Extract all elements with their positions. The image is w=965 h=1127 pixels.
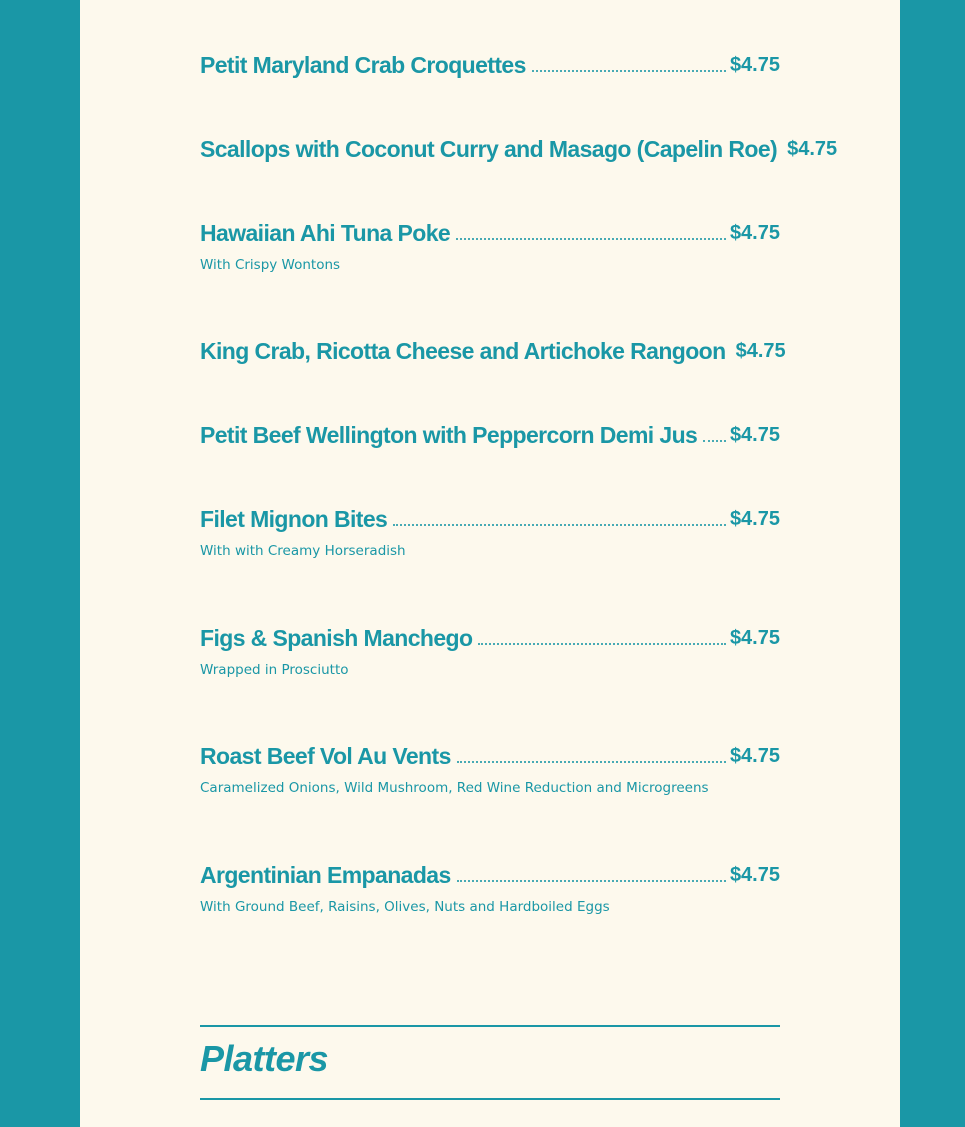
menu-item-price: $4.75 [729,54,780,76]
menu-item-row [200,214,780,248]
menu-item-name: Scallops with Coconut Curry and Masago (Capelin Roe) [200,136,778,162]
dot-leader [457,880,726,882]
dot-leader [703,440,726,442]
dot-leader [532,70,726,72]
menu-item-row [200,130,838,164]
menu-item-price: $4.75 [729,424,780,446]
menu-item-name: Filet Mignon Bites [200,506,388,532]
menu-item-row [200,856,780,890]
section-divider-top [200,1025,780,1027]
menu-item [200,619,780,678]
menu-item-description: With Ground Beef, Raisins, Olives, Nuts and Hardboiled Eggs [200,899,610,915]
menu-item-price: $4.75 [729,222,780,244]
dot-leader [478,643,725,645]
menu-item-description: Caramelized Onions, Wild Mushroom, Red Wine Reduction and Microgreens [200,780,709,796]
menu-item-name: Hawaiian Ahi Tuna Poke [200,220,451,246]
menu-page [80,0,900,1127]
menu-item [200,46,780,80]
menu-item-name: Argentinian Empanadas [200,862,451,888]
menu-item [200,856,780,915]
dot-leader [393,524,726,526]
menu-item-price: $4.75 [729,508,780,530]
dot-leader [456,238,726,240]
menu-item-row [200,332,786,366]
menu-item-row [200,46,780,80]
menu-item-price: $4.75 [729,745,780,767]
menu-item-row [200,737,780,771]
menu-item-row [200,500,780,534]
dot-leader [457,761,726,763]
menu-item [200,500,780,559]
menu-item [200,130,838,164]
menu-item [200,214,780,273]
menu-item [200,332,786,366]
menu-item-description: With Crispy Wontons [200,257,341,273]
section-title: Platters [200,1038,329,1079]
menu-item-description: Wrapped in Prosciutto [200,662,349,678]
menu-item-name: Figs & Spanish Manchego [200,625,473,651]
menu-item-name: Roast Beef Vol Au Vents [200,743,451,769]
menu-item-row [200,619,780,653]
menu-item-name: Petit Beef Wellington with Peppercorn Demi Jus [200,422,698,448]
menu-item-name: King Crab, Ricotta Cheese and Artichoke Rangoon [200,338,726,364]
section-divider-bottom [200,1098,780,1100]
menu-item [200,737,780,796]
menu-item [200,416,780,450]
menu-item-price: $4.75 [729,627,780,649]
menu-item-price: $4.75 [735,340,786,362]
menu-item-price: $4.75 [729,864,780,886]
menu-item-row [200,416,780,450]
menu-item-description: With with Creamy Horseradish [200,543,406,559]
menu-item-name: Petit Maryland Crab Croquettes [200,52,526,78]
menu-item-price: $4.75 [787,138,838,160]
